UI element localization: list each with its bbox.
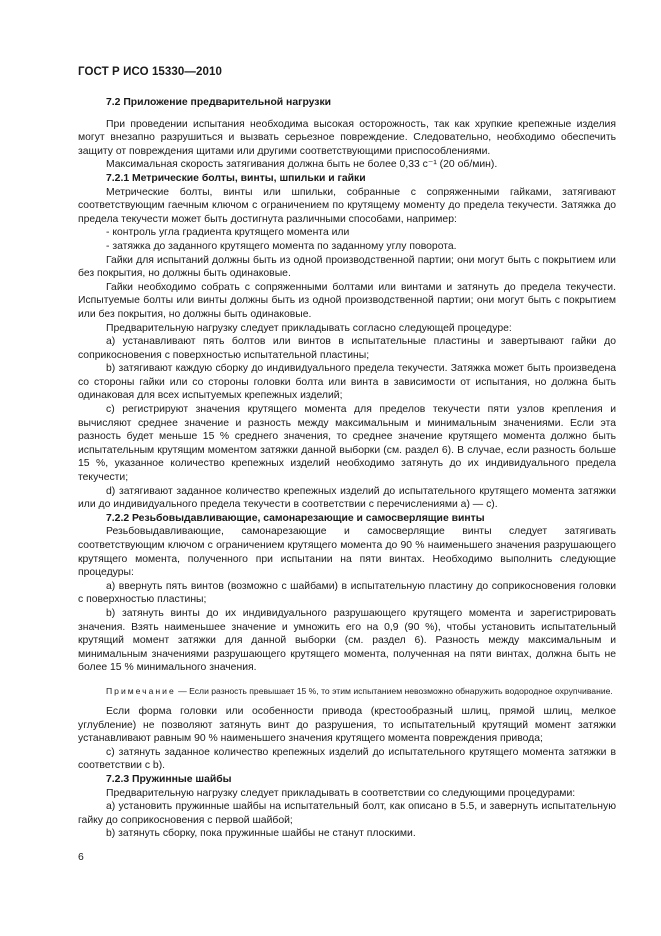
section-7-2-1-title: 7.2.1 Метрические болты, винты, шпильки и гайки: [106, 172, 366, 184]
list-item: a) ввернуть пять винтов (возможно с шайбами) в испытательную пластину до соприкосновения головки с поверхностью пластины;: [78, 580, 616, 606]
paragraph: Метрические болты, винты или шпильки, собранные с сопряженными гайками, затягивают соответствующим гаечным ключом с ограничением по крутящему моменту до предела текучести. Затяжка до предела текучести может быть достигнута различными способами, например:: [78, 186, 616, 225]
standard-header: ГОСТ Р ИСО 15330—2010: [78, 66, 223, 78]
paragraph: При проведении испытания необходима высокая осторожность, так как хрупкие крепежные изделия могут внезапно разрушиться и вызвать серьезное повреждение. Следовательно, необходимо обеспечить защиту от повреждения щитами или другими соответствующими приспособлениями.: [78, 118, 616, 157]
document-body: [78, 92, 616, 841]
list-item: b) затянуть винты до их индивидуального разрушающего крутящего момента и зарегистрировать значения. Взять наименьшее значение и умножить его на 0,9 (90 %), чтобы установить испытательный крутящий момент затяжки для данной выборки (см. раздел 6). Разность между максимальным и минимальным значениями разрушающего крутящего момента, полученная на пяти винтах, должна быть не более 15 % минимального значения.: [78, 607, 616, 674]
list-item: b) затягивают каждую сборку до индивидуального предела текучести. Затяжка может быть произведена со стороны гайки или со стороны головки болта или винта в зависимости от испытания, но должна быть одинаковая для всех испытуемых крепежных изделий;: [78, 363, 616, 402]
list-item: c) регистрируют значения крутящего момента для пределов текучести пяти узлов крепления и вычисляют среднее значение и разность между максимальным и минимальным значениями. Если эта разность будет меньше 15 % среднего значения, то среднее значение крутящего момента должно быть испытательным крутящим моментом затяжки данной выборки (см. раздел 6). В случае, если разность больше 15 %, указанное количество крепежных изделий необходимо затянуть до их индивидуального предела текучести;: [78, 404, 616, 484]
note-text: — Если разность превышает 15 %, то этим испытанием невозможно обнаружить водородное охрупчивание.: [175, 685, 613, 696]
note-label: Примечание: [106, 685, 176, 696]
note: [78, 685, 616, 697]
section-7-2-title: 7.2 Приложение предварительной нагрузки: [106, 97, 332, 108]
paragraph: Гайки необходимо собрать с сопряженными болтами или винтами и затянуть до предела текучести. Испытуемые болты или винты должны быть из одной производственной партии; они могут быть с покрытием или без покрытия, но должны быть одинаковые.: [78, 281, 616, 320]
paragraph: Максимальная скорость затягивания должна быть не более 0,33 с⁻¹ (20 об/мин).: [106, 159, 498, 171]
paragraph: Гайки для испытаний должны быть из одной производственной партии; они могут быть с покрытием или без покрытия, но должны быть одинаковые.: [78, 254, 616, 280]
paragraph: Если форма головки или особенности привода (крестообразный шлиц, прямой шлиц, мелкое углубление) не позволяют затянуть винт до разрушения, то испытательный крутящий момент затяжки устанавливают равным 90 % наименьшего значения крутящего момента повреждения привода;: [78, 705, 616, 745]
list-item: a) устанавливают пять болтов или винтов в испытательные пластины и завертывают гайки до соприкосновения с поверхностью испытательной пластины;: [78, 336, 616, 361]
list-item: - контроль угла градиента крутящего момента или: [106, 227, 350, 239]
section-7-2-3-title: 7.2.3 Пружинные шайбы: [106, 773, 232, 785]
paragraph: Предварительную нагрузку следует прикладывать согласно следующей процедуре:: [106, 322, 512, 334]
paragraph: Резьбовыдавливающие, самонарезающие и самосверлящие винты следует затягивать соответствующим ключом с ограничением крутящего момента до 90 % наименьшего значения разрушающего крутящего момента, полученного при испытании на пяти винтах. Необходимо выполнить следующие процедуры:: [78, 526, 616, 579]
paragraph: Предварительную нагрузку следует прикладывать в соответствии со следующими процедурами:: [106, 787, 576, 799]
list-item: - затяжка до заданного крутящего момента по заданному углу поворота.: [106, 240, 457, 252]
list-item: d) затягивают заданное количество крепежных изделий до испытательного крутящего момента затяжки или до индивидуального предела текучести в соответствии с перечислениями а) — с).: [78, 485, 616, 511]
section-7-2-2-title: 7.2.2 Резьбовыдавливающие, самонарезающие и самосверлящие винты: [106, 512, 485, 524]
list-item: b) затянуть сборку, пока пружинные шайбы не станут плоскими.: [106, 828, 416, 840]
list-item: a) установить пружинные шайбы на испытательный болт, как описано в 5.5, и завернуть испытательную гайку до соприкосновения с первой шайбой;: [78, 801, 616, 826]
list-item: c) затянуть заданное количество крепежных изделий до испытательного крутящего момента затяжки в соответствии с b).: [78, 746, 616, 772]
page-number: 6: [78, 852, 84, 863]
